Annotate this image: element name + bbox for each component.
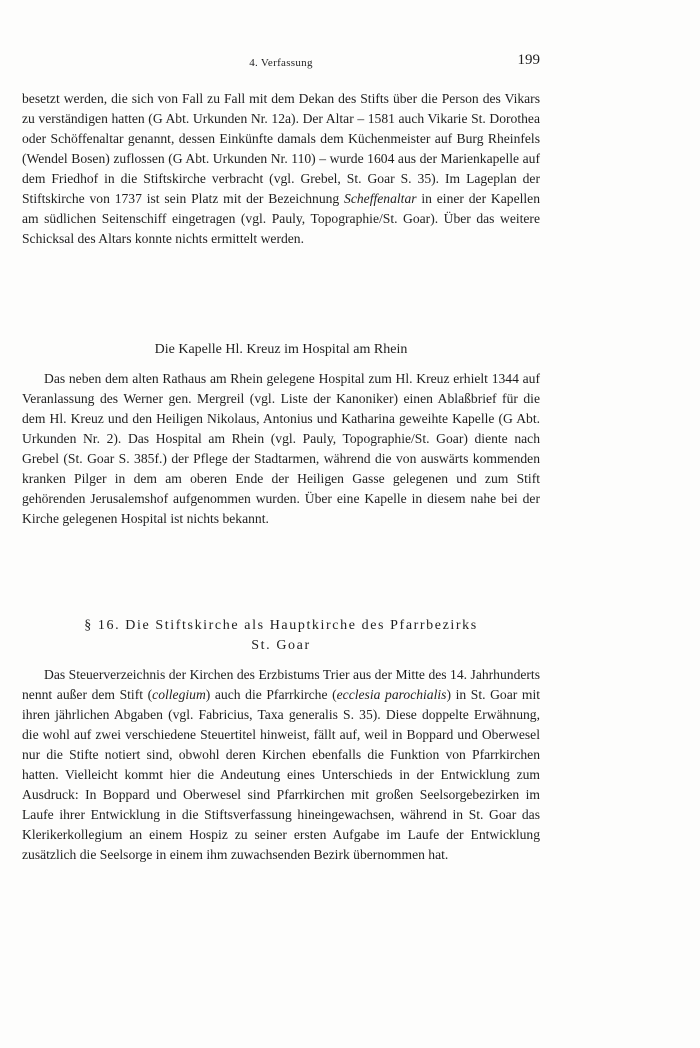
text-run: in einer der Kapellen am südlichen Seitenschiff eingetragen (vgl. Pauly, Topographie/St. Goar). Über das weitere Schicksal des Altars konnte nichts ermittelt werden. — [22, 191, 540, 246]
text-run: Das Steuerverzeichnis der Kirchen des Erzbistums Trier aus der Mitte des 14. Jahrhunderts nennt außer dem Stift ( — [22, 667, 540, 702]
section-heading-line2: St. Goar — [251, 638, 311, 653]
italic-term: collegium — [152, 687, 206, 702]
chapter-title: 4. Verfassung — [249, 57, 313, 69]
italic-term: Scheffenaltar — [344, 191, 417, 206]
running-head — [22, 52, 540, 72]
page-number: 199 — [517, 52, 540, 68]
paragraph-text: Das neben dem alten Rathaus am Rhein gelegene Hospital zum Hl. Kreuz erhielt 1344 auf Veranlassung des Werner gen. Mergreil (vgl. Liste der Kanoniker) einen Ablaßbrief für die dem Hl. Kreuz und den Heiligen Nikolaus, Antonius und Katharina geweihte Kapelle (G Abt. Urkunden Nr. 2). Das Hospital am Rhein (vgl. Pauly, Topographie/St. Goar) diente nach Grebel (St. Goar S. 385f.) der Pflege der Stadtarmen, während die von auswärts kommenden kranken Pilger in dem am oberen Ende der Heiligen Gasse gelegenen und zum Stift gehörenden Jerusalemshof aufgenommen wurden. Über eine Kapelle in diesem nahe bei der Kirche gelegenen Hospital ist nichts bekannt. — [22, 371, 540, 526]
paragraph-steuerverzeichnis — [22, 665, 540, 865]
paragraph-altar — [22, 89, 540, 249]
section-heading-line1: § 16. Die Stiftskirche als Hauptkirche des Pfarrbezirks — [84, 618, 478, 633]
paragraph-hospital — [22, 369, 540, 529]
subheading-kapelle: Die Kapelle Hl. Kreuz im Hospital am Rhein — [154, 342, 408, 357]
text-run: ) auch die Pfarrkirche ( — [205, 687, 337, 702]
text-run: ) in St. Goar mit ihren jährlichen Abgaben (vgl. Fabricius, Taxa generalis S. 35). Diese doppelte Erwähnung, die wohl auf zwei verschiedene Steuertitel hinweist, fällt auf, weil in Boppard und Oberwesel nur die Stifte notiert sind, obwohl deren Kirchen ebenfalls die Funktion von Pfarrkirchen hatten. Vielleicht kommt hier die Andeutung eines Unterschieds in der Entwicklung zum Ausdruck: In Boppard und Oberwesel sind Pfarrkirchen mit großen Seelsorgebezirken im Laufe ihrer Entwicklung in die Stiftsverfassung hineingewachsen, während in St. Goar das Klerikerkollegium an einem Hospiz zu seiner ersten Aufgabe im Laufe der Entwicklung zusätzlich die Seelsorge in einem ihm zuwachsenden Bezirk übernommen hat. — [22, 687, 540, 862]
text-run: besetzt werden, die sich von Fall zu Fall mit dem Dekan des Stifts über die Person des Vikars zu verständigen hatten (G Abt. Urkunden Nr. 12a). Der Altar – 1581 auch Vikarie St. Dorothea oder Schöffenaltar genannt, dessen Einkünfte damals dem Küchenmeister auf Burg Rheinfels (Wendel Bosen) zuflossen (G Abt. Urkunden Nr. 110) – wurde 1604 aus der Marienkapelle auf dem Friedhof in die Stiftskirche verbracht (vgl. Grebel, St. Goar S. 35). Im Lageplan der Stiftskirche von 1737 ist sein Platz mit der Bezeichnung — [22, 91, 540, 206]
italic-term: ecclesia parochialis — [336, 687, 447, 702]
section-heading — [22, 616, 540, 656]
